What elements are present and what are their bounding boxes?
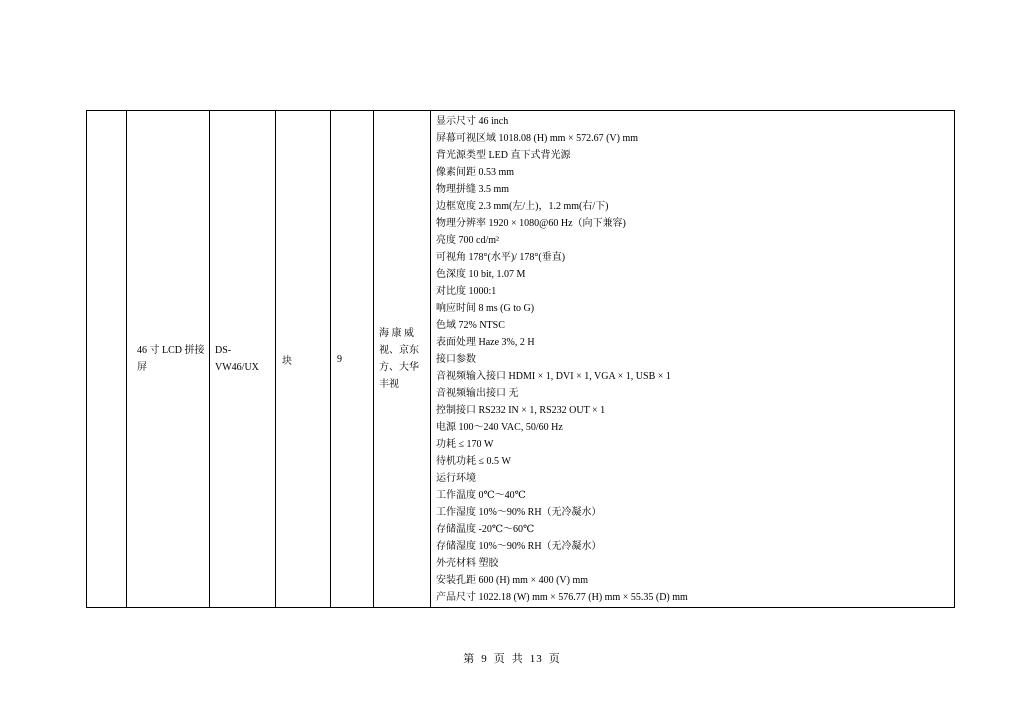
spec-line: 外壳材料 塑胶 bbox=[436, 558, 499, 569]
spec-line: 运行环境 bbox=[436, 473, 476, 484]
spec-line: 显示尺寸 46 inch bbox=[436, 116, 509, 127]
spec-line: 工作湿度 10%～90% RH（无冷凝水） bbox=[436, 507, 602, 518]
spec-line: 存储湿度 10%～90% RH（无冷凝水） bbox=[436, 541, 602, 552]
footer-total-prefix: 共 bbox=[511, 653, 524, 665]
spec-line: 可视角 178°(水平)/ 178°(垂直) bbox=[436, 252, 566, 263]
spec-line: 对比度 1000:1 bbox=[436, 286, 497, 297]
spec-line: 物理分辨率 1920 × 1080@60 Hz（向下兼容) bbox=[436, 218, 626, 229]
footer-page-suffix: 页 bbox=[493, 653, 506, 665]
product-name-cell: 46 寸 LCD 拼接屏 bbox=[127, 111, 210, 608]
total-pages: 13 bbox=[529, 653, 543, 665]
spec-cell bbox=[431, 111, 955, 608]
spec-line: 安装孔距 600 (H) mm × 400 (V) mm bbox=[436, 575, 589, 586]
footer-total-suffix: 页 bbox=[548, 653, 561, 665]
spec-line: 边框宽度 2.3 mm(左/上)，1.2 mm(右/下) bbox=[436, 201, 609, 212]
spec-line: 物理拼缝 3.5 mm bbox=[436, 184, 510, 195]
spec-line: 音视频输入接口 HDMI × 1, DVI × 1, VGA × 1, USB × 1 bbox=[436, 371, 671, 382]
spec-line: 待机功耗 ≤ 0.5 W bbox=[436, 456, 511, 467]
spec-line: 功耗 ≤ 170 W bbox=[436, 439, 494, 450]
spec-line: 色域 72% NTSC bbox=[436, 320, 505, 331]
model-cell: DS-VW46/UX bbox=[210, 111, 276, 608]
spec-line: 亮度 700 cd/m² bbox=[436, 235, 499, 246]
spec-line: 像素间距 0.53 mm bbox=[436, 167, 515, 178]
table-row bbox=[87, 111, 955, 608]
footer-prefix: 第 bbox=[463, 653, 476, 665]
index-cell bbox=[87, 111, 127, 608]
spec-line: 背光源类型 LED 直下式背光源 bbox=[436, 150, 571, 161]
page-footer bbox=[0, 650, 1024, 666]
spec-line: 表面处理 Haze 3%, 2 H bbox=[436, 337, 535, 348]
spec-table bbox=[86, 110, 955, 608]
page-number: 9 bbox=[481, 653, 488, 665]
spec-line: 存储温度 -20℃～60℃ bbox=[436, 524, 535, 535]
spec-line: 接口参数 bbox=[436, 354, 476, 365]
spec-line: 控制接口 RS232 IN × 1, RS232 OUT × 1 bbox=[436, 405, 606, 416]
spec-line: 色深度 10 bit, 1.07 M bbox=[436, 269, 526, 280]
unit-cell: 块 bbox=[276, 111, 331, 608]
spec-line: 产品尺寸 1022.18 (W) mm × 576.77 (H) mm × 55.35 (D) mm bbox=[436, 592, 688, 603]
quantity-cell: 9 bbox=[331, 111, 374, 608]
brand-cell: 海 康 威视、京东方、大华丰视 bbox=[374, 111, 431, 608]
spec-line: 电源 100～240 VAC, 50/60 Hz bbox=[436, 422, 563, 433]
spec-line: 屏幕可视区域 1018.08 (H) mm × 572.67 (V) mm bbox=[436, 133, 639, 144]
spec-line: 音视频输出接口 无 bbox=[436, 388, 519, 399]
spec-line: 响应时间 8 ms (G to G) bbox=[436, 303, 535, 314]
spec-line: 工作温度 0℃～40℃ bbox=[436, 490, 526, 501]
